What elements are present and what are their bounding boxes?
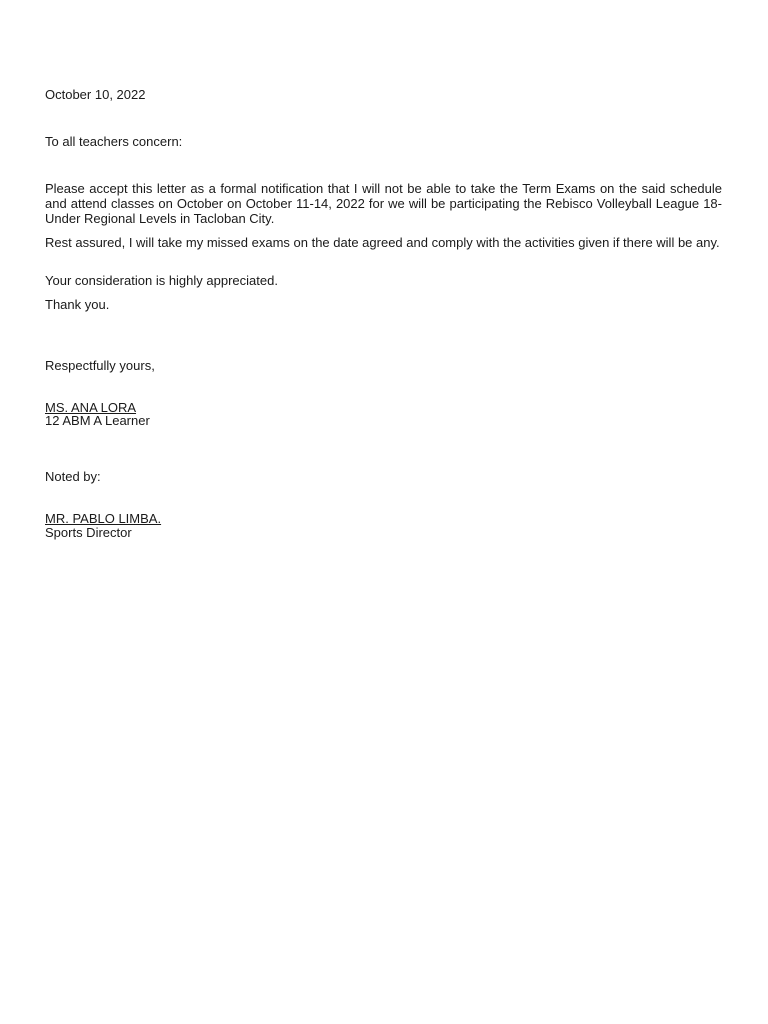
noter-role: Sports Director bbox=[45, 525, 132, 540]
letter-date: October 10, 2022 bbox=[45, 87, 146, 102]
noted-by-label: Noted by: bbox=[45, 469, 101, 484]
noter-name: MR. PABLO LIMBA. bbox=[45, 511, 162, 526]
letter-closing: Respectfully yours, bbox=[45, 358, 155, 373]
body-paragraph-1: Please accept this letter as a formal notification that I will not be able to take the Term Exams on the said schedule and attend classes on October on October 11-14, 2022 for we will be participating the Rebisco Volleyball League 18-Under Regional Levels in Tacloban City. bbox=[45, 181, 722, 226]
sender-role: 12 ABM A Learner bbox=[45, 413, 150, 428]
body-paragraph-2: Rest assured, I will take my missed exams on the date agreed and comply with the activities given if there will be any. bbox=[45, 235, 720, 250]
sender-name: MS. ANA LORA bbox=[45, 400, 137, 415]
body-paragraph-4: Thank you. bbox=[45, 297, 110, 312]
body-paragraph-3: Your consideration is highly appreciated. bbox=[45, 273, 278, 288]
letter-salutation: To all teachers concern: bbox=[45, 134, 183, 149]
